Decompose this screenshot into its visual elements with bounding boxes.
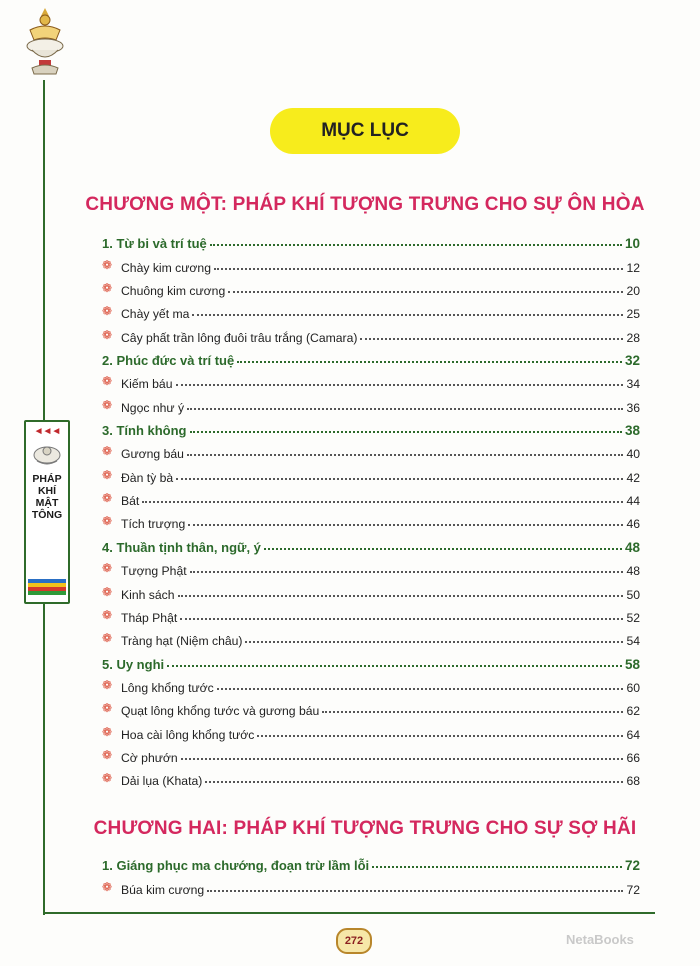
flower-bullet-icon: ❁	[102, 607, 113, 622]
flower-bullet-icon: ❁	[102, 701, 113, 716]
dot-leader	[237, 361, 622, 363]
chapter-1-title: CHƯƠNG MỘT: PHÁP KHÍ TƯỢNG TRƯNG CHO SỰ ÔN HÒA	[85, 194, 645, 215]
toc-entry-text: Quạt lông khổng tước và gương báu	[121, 704, 320, 719]
toc-entry-text: 4. Thuần tịnh thân, ngữ, ý	[102, 539, 261, 555]
dot-leader	[181, 758, 624, 760]
flower-bullet-icon: ❁	[102, 491, 113, 506]
side-label-line: KHÍ	[37, 485, 57, 497]
toc-entry-text: 1. Từ bi và trí tuệ	[102, 236, 207, 252]
toc-page-number: 32	[624, 353, 640, 369]
dot-leader	[176, 384, 624, 386]
flower-bullet-icon: ❁	[102, 771, 113, 786]
toc-entry-text: Tràng hạt (Niệm châu)	[121, 634, 243, 649]
bottom-border-line	[43, 912, 655, 914]
flower-bullet-icon: ❁	[102, 561, 113, 576]
toc-page-number: 68	[626, 774, 640, 789]
dot-leader	[322, 711, 623, 713]
toc-entry-text: 5. Uy nghi	[102, 656, 165, 672]
toc-page-number: 40	[626, 447, 640, 462]
side-label-line: PHÁP	[32, 473, 62, 485]
toc-item-row	[102, 251, 640, 274]
toc-page-number: 42	[626, 470, 640, 485]
toc-item-row	[102, 695, 640, 718]
toc-page-number: 38	[624, 423, 640, 439]
toc-entry-text: Gương báu	[121, 447, 184, 462]
toc-item-row	[102, 742, 640, 765]
toc-page-number: 72	[624, 858, 640, 874]
color-stripes	[28, 579, 66, 599]
toc-page-number: 72	[626, 882, 640, 897]
toc-item-row	[102, 321, 640, 344]
toc-section-row	[102, 648, 640, 671]
toc-item-row	[102, 298, 640, 321]
flower-bullet-icon: ❁	[102, 677, 113, 692]
side-label-line: MẬT	[35, 497, 59, 509]
dot-leader	[167, 665, 622, 667]
dot-leader	[187, 408, 623, 410]
emblem-icon	[31, 441, 63, 469]
toc-item-row	[102, 718, 640, 741]
toc-item-row	[102, 873, 640, 896]
dot-leader	[360, 338, 623, 340]
toc-entry-text: Tích trượng	[121, 517, 186, 532]
toc-item-row	[102, 461, 640, 484]
flower-bullet-icon: ❁	[102, 631, 113, 646]
flower-bullet-icon: ❁	[102, 467, 113, 482]
toc-item-row	[102, 672, 640, 695]
dot-leader	[190, 431, 622, 433]
toc-entry-text: Chày kim cương	[121, 260, 211, 275]
toc-page-number: 54	[626, 634, 640, 649]
toc-entry-text: 2. Phúc đức và trí tuệ	[102, 353, 235, 369]
toc-entry-text: Đàn tỳ bà	[121, 470, 174, 485]
toc-entry-text: Kinh sách	[121, 587, 175, 602]
toc-entry-text: Hoa cài lông khổng tước	[121, 727, 255, 742]
dot-leader	[245, 641, 623, 643]
side-tab	[24, 420, 70, 604]
toc-item-row	[102, 275, 640, 298]
flower-bullet-icon: ❁	[102, 747, 113, 762]
dot-leader	[214, 268, 623, 270]
toc-entry-text: Dải lụa (Khata)	[121, 774, 203, 789]
toc-entry-text: Tượng Phật	[121, 564, 187, 579]
flower-bullet-icon: ❁	[102, 444, 113, 459]
toc-entry-text: Cây phất trần lông đuôi trâu trắng (Camara)	[121, 330, 358, 345]
toc-page-number: 28	[626, 330, 640, 345]
dot-leader	[228, 291, 623, 293]
dot-leader	[188, 524, 623, 526]
dot-leader	[176, 478, 623, 480]
toc-page-number: 60	[626, 680, 640, 695]
chapter-2-toc	[102, 850, 640, 897]
dot-leader	[207, 890, 623, 892]
toc-item-row	[102, 555, 640, 578]
toc-page-number: 36	[626, 400, 640, 415]
watermark: NetaBooks	[566, 932, 634, 947]
toc-entry-text: Bát	[121, 494, 140, 509]
dot-leader	[187, 454, 624, 456]
toc-entry-text: Kiếm báu	[121, 377, 173, 392]
toc-entry-text: Búa kim cương	[121, 882, 205, 897]
toc-item-row	[102, 602, 640, 625]
flower-bullet-icon: ❁	[102, 724, 113, 739]
vase-ornament-icon	[20, 6, 70, 78]
dot-leader	[178, 595, 624, 597]
dot-leader	[205, 781, 623, 783]
toc-entry-text: Lông khổng tước	[121, 680, 214, 695]
toc-item-row	[102, 625, 640, 648]
toc-item-row	[102, 485, 640, 508]
flower-bullet-icon: ❁	[102, 397, 113, 412]
toc-entry-text: 3. Tính không	[102, 423, 187, 439]
toc-page-number: 46	[626, 517, 640, 532]
flower-bullet-icon: ❁	[102, 584, 113, 599]
flower-bullet-icon: ❁	[102, 514, 113, 529]
toc-page-number: 10	[624, 236, 640, 252]
toc-item-row	[102, 438, 640, 461]
toc-item-row	[102, 391, 640, 414]
flower-bullet-icon: ❁	[102, 879, 113, 894]
toc-item-row	[102, 368, 640, 391]
dot-leader	[210, 244, 622, 246]
page-title: MỤC LỤC	[270, 108, 460, 154]
flower-bullet-icon: ❁	[102, 304, 113, 319]
dot-leader	[142, 501, 623, 503]
dot-leader	[217, 688, 624, 690]
chapter-1-toc	[102, 228, 640, 788]
toc-page-number: 66	[626, 750, 640, 765]
toc-item-row	[102, 765, 640, 788]
toc-page-number: 20	[626, 284, 640, 299]
toc-section-row	[102, 228, 640, 251]
toc-entry-text: Chuông kim cương	[121, 284, 226, 299]
toc-item-row	[102, 508, 640, 531]
toc-entry-text: Tháp Phật	[121, 610, 178, 625]
toc-page-number: 48	[626, 564, 640, 579]
dot-leader	[257, 735, 623, 737]
toc-page-number: 52	[626, 610, 640, 625]
toc-entry-text: Ngọc như ý	[121, 400, 185, 415]
side-tab-label	[28, 473, 66, 521]
toc-page-number: 12	[626, 260, 640, 275]
side-label-line: TÔNG	[31, 509, 63, 521]
toc-entry-text: 1. Giáng phục ma chướng, đoạn trừ lầm lỗi	[102, 858, 370, 874]
toc-page-number: 34	[626, 377, 640, 392]
dot-leader	[190, 571, 624, 573]
arrows-icon: ◄◄◄	[33, 426, 61, 437]
toc-section-row	[102, 531, 640, 554]
flower-bullet-icon: ❁	[102, 281, 113, 296]
flower-bullet-icon: ❁	[102, 257, 113, 272]
chapter-2-title: CHƯƠNG HAI: PHÁP KHÍ TƯỢNG TRƯNG CHO SỰ SỢ HÃI	[93, 818, 637, 839]
flower-bullet-icon: ❁	[102, 374, 113, 389]
toc-section-row	[102, 850, 640, 873]
page-number: 272	[336, 928, 372, 954]
toc-page-number: 25	[626, 307, 640, 322]
toc-page-number: 62	[626, 704, 640, 719]
toc-section-row	[102, 415, 640, 438]
toc-page-number: 44	[626, 494, 640, 509]
toc-entry-text: Chày yết ma	[121, 307, 190, 322]
dot-leader	[372, 866, 622, 868]
toc-entry-text: Cờ phướn	[121, 750, 178, 765]
toc-page-number: 50	[626, 587, 640, 602]
dot-leader	[192, 314, 623, 316]
dot-leader	[180, 618, 623, 620]
toc-item-row	[102, 578, 640, 601]
toc-page-number: 64	[626, 727, 640, 742]
toc-page-number: 48	[624, 539, 640, 555]
dot-leader	[264, 548, 622, 550]
toc-section-row	[102, 345, 640, 368]
flower-bullet-icon: ❁	[102, 327, 113, 342]
toc-page-number: 58	[624, 656, 640, 672]
